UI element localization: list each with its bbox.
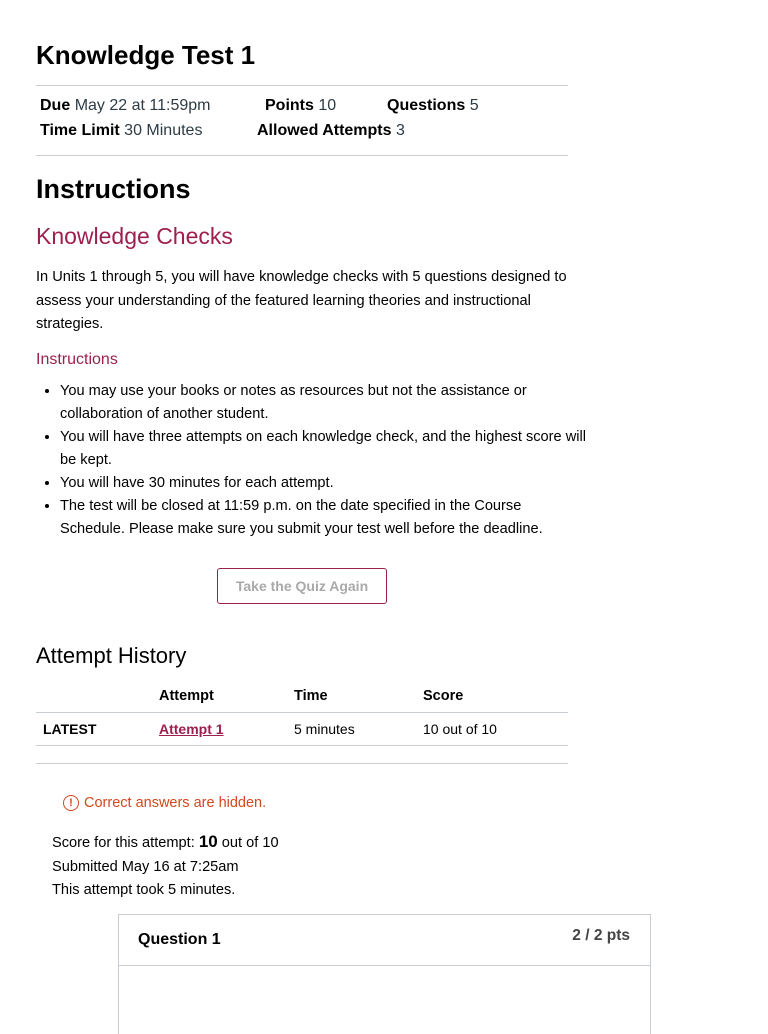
list-item: • You may use your books or notes as resources but not the assistance or collaboration of another student.	[60, 380, 590, 426]
divider-top	[36, 85, 568, 86]
allowed-attempts-value: 3	[395, 122, 405, 139]
attempt-score: 10 out of 10	[423, 721, 497, 737]
due-value: May 22 at 11:59pm	[74, 97, 211, 114]
instructions-subheading: Instructions	[36, 351, 118, 368]
intro-paragraph: In Units 1 through 5, you will have knowledge checks with 5 questions designed to assess your understanding of the featured learning theories and instructional strategies.	[36, 269, 567, 332]
quiz-title: Knowledge Test 1	[36, 40, 256, 70]
allowed-attempts-label: Allowed Attempts	[257, 122, 392, 139]
latest-tag: LATEST	[43, 721, 97, 737]
points-value: 10	[318, 97, 337, 114]
answers-hidden-text: Correct answers are hidden.	[84, 795, 267, 811]
table-header-row	[36, 680, 568, 713]
column-header-score: Score	[423, 688, 464, 704]
divider-meta	[36, 155, 568, 156]
questions-value: 5	[469, 97, 479, 114]
meta-due	[40, 97, 210, 115]
score-summary	[52, 830, 279, 903]
meta-allowed-attempts	[257, 122, 405, 140]
time-limit-value: 30 Minutes	[124, 122, 203, 139]
time-limit-label: Time Limit	[40, 122, 120, 139]
warning-circle-icon: !	[63, 795, 79, 811]
knowledge-checks-heading: Knowledge Checks	[36, 223, 233, 249]
meta-points	[265, 97, 336, 115]
list-item: • You will have 30 minutes for each attempt.	[60, 472, 590, 495]
attempt-history-heading: Attempt History	[36, 643, 187, 668]
due-label: Due	[40, 97, 71, 114]
column-header-time: Time	[294, 688, 328, 704]
attempt-score-line	[52, 830, 279, 856]
score-suffix: out of 10	[217, 835, 279, 851]
points-label: Points	[265, 97, 314, 114]
attempt-time: 5 minutes	[294, 721, 355, 737]
list-item: • You will have three attempts on each knowledge check, and the highest score will be kept.	[60, 426, 590, 472]
list-item: • The test will be closed at 11:59 p.m. on the date specified in the Course Schedule. Please make sure you submit your test well before the deadline.	[60, 495, 590, 541]
table-row	[36, 713, 568, 746]
column-header-attempt: Attempt	[159, 688, 214, 704]
submitted-line: Submitted May 16 at 7:25am	[52, 858, 239, 875]
score-prefix: Score for this attempt:	[52, 835, 199, 851]
meta-time-limit	[40, 122, 202, 140]
attempt-1-link[interactable]: Attempt 1	[159, 721, 224, 737]
instructions-heading: Instructions	[36, 174, 191, 204]
question-card	[118, 914, 651, 1034]
divider-results	[36, 763, 568, 764]
meta-questions	[387, 97, 479, 115]
answers-hidden-notice	[63, 795, 266, 811]
question-title: Question 1	[138, 931, 221, 948]
attempt-history-table	[36, 680, 568, 746]
duration-line: This attempt took 5 minutes.	[52, 882, 236, 898]
instructions-list	[36, 380, 590, 541]
take-quiz-again-button[interactable]: Take the Quiz Again	[217, 568, 387, 604]
question-header	[119, 915, 650, 966]
question-points: 2 / 2 pts	[572, 927, 630, 944]
score-value: 10	[198, 832, 218, 851]
questions-label: Questions	[387, 97, 466, 114]
